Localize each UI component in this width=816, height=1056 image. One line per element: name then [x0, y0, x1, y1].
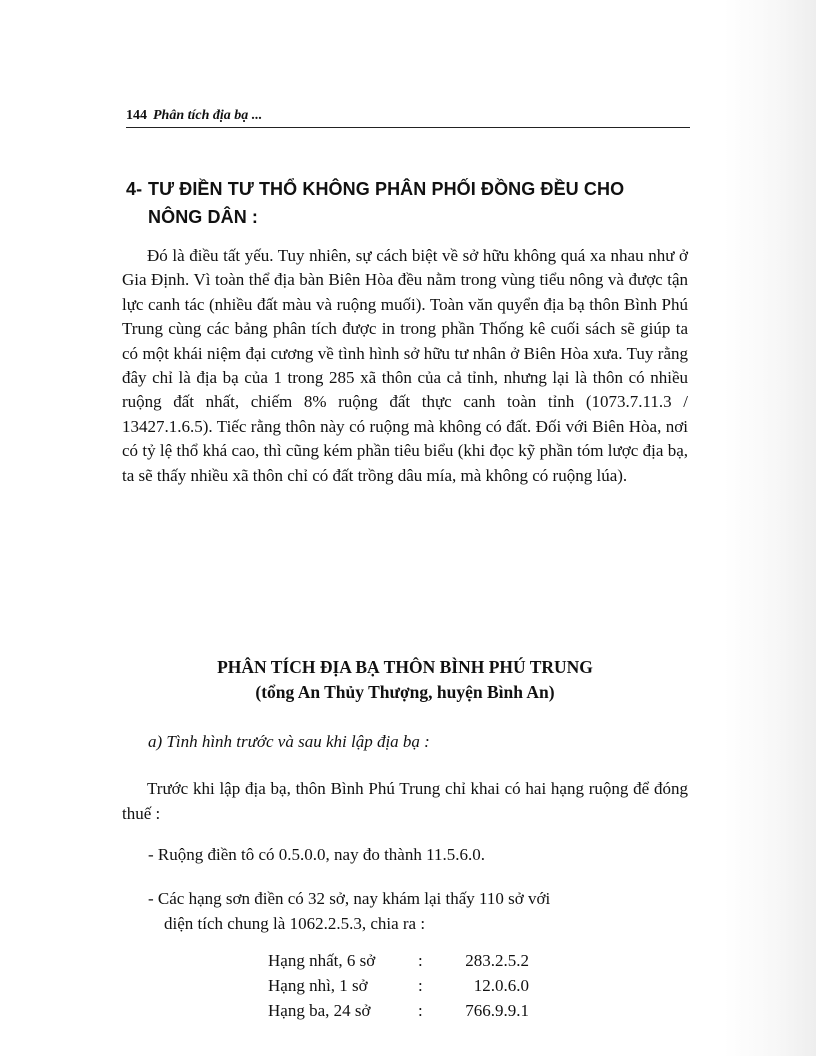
section-number: 4-	[126, 179, 143, 199]
section-title-line1: TƯ ĐIỀN TƯ THỔ KHÔNG PHÂN PHỐI ĐỒNG ĐỀU CHO	[148, 179, 625, 199]
running-title: Phân tích địa bạ ...	[153, 108, 263, 123]
bullet-item-2-line2: diện tích chung là 1062.2.5.3, chia ra :	[164, 914, 426, 933]
table-row	[268, 998, 529, 1023]
rank-label: Hạng ba, 24 sở	[268, 1001, 371, 1020]
running-header	[126, 108, 690, 128]
rank-colon: :	[418, 951, 423, 970]
analysis-heading	[122, 655, 688, 705]
section-heading	[126, 175, 706, 231]
rank-value: 12.0.6.0	[473, 976, 529, 995]
subhead-a: a) Tình hình trước và sau khi lập địa bạ :	[148, 732, 430, 751]
paragraph-1-text: Đó là điều tất yếu. Tuy nhiên, sự cách biệt về sở hữu không quá xa nhau như ở Gia Định. Vì toàn thể địa bàn Biên Hòa đều nằm trong vùng tiểu nông và được tận lực canh tác (nhiều đất màu và ruộng muối). Toàn văn quyển địa bạ thôn Bình Phú Trung cùng các bảng phân tích được in trong phần Thống kê cuối sách sẽ giúp ta có một khái niệm đại cương về tình hình sở hữu tư nhân ở Biên Hòa xưa. Tuy rằng đây chỉ là địa bạ của 1 trong 285 xã thôn của cả tỉnh, nhưng lại là thôn có nhiều ruộng đất nhất, chiếm 8% ruộng đất thực canh toàn tỉnh (1073.7.11.3 / 13427.1.6.5). Tiếc rằng thôn này có ruộng mà không có đất. Đối với Biên Hòa, nơi có tỷ lệ thổ khá cao, thì cũng kém phần tiêu biểu (khi đọc kỹ phần tóm lược địa bạ, ta sẽ thấy nhiều xã thôn chỉ có đất trồng dâu mía, mà không có ruộng lúa).	[122, 246, 688, 485]
section-title-line2: NÔNG DÂN :	[148, 207, 258, 227]
page-edge-shadow	[724, 0, 816, 1056]
table-row	[268, 948, 529, 973]
page-number: 144	[126, 108, 147, 123]
rank-label: Hạng nhì, 1 sở	[268, 976, 368, 995]
table-row	[268, 973, 529, 998]
rank-colon: :	[418, 976, 423, 995]
rank-value: 766.9.9.1	[465, 1001, 529, 1020]
ranks-table	[268, 948, 529, 1023]
rank-label: Hạng nhất, 6 sở	[268, 951, 376, 970]
bullet-item-1: - Ruộng điền tô có 0.5.0.0, nay đo thành 11.5.6.0.	[148, 845, 485, 864]
analysis-subtitle: (tổng An Thủy Thượng, huyện Bình An)	[255, 682, 555, 702]
bullet-item-2	[148, 886, 693, 936]
rank-value: 283.2.5.2	[465, 951, 529, 970]
bullet-item-2-line1: - Các hạng sơn điền có 32 sở, nay khám lại thấy 110 sở với	[148, 889, 551, 908]
paragraph-2	[122, 776, 688, 826]
rank-colon: :	[418, 1001, 423, 1020]
paragraph-1	[122, 244, 688, 488]
paragraph-2-text: Trước khi lập địa bạ, thôn Bình Phú Trung chỉ khai có hai hạng ruộng để đóng thuế :	[122, 779, 688, 823]
analysis-title: PHÂN TÍCH ĐỊA BẠ THÔN BÌNH PHÚ TRUNG	[217, 657, 593, 677]
